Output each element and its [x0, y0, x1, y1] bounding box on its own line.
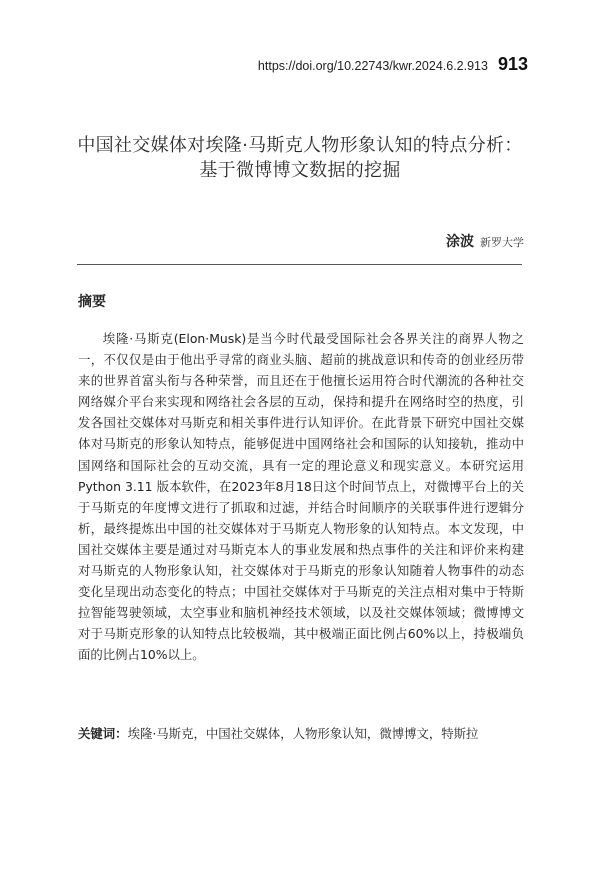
paper-title	[60, 133, 540, 183]
author-affiliation: 新罗大学	[480, 236, 524, 249]
abstract-body: 埃隆·马斯克(Elon·Musk)是当今时代最受国际社会各界关注的商界人物之一，不仅仅是由于他出乎寻常的商业头脑、超前的挑战意识和传奇的创业经历带来的世界首富头衔与各种荣誉，而且还在于他擅长运用符合时代潮流的各种社交网络媒介平台来实现和网络社会各层的互动，保持和提升在网络时空的热度，引发各国社交媒体对马斯克和相关事件进行认知评价。在此背景下研究中国社交媒体对马斯克的形象认知特点，能够促进中国网络社会和国际的认知接轨，推动中国网络和国际社会的互动交流，具有一定的理论意义和现实意义。本研究运用Python 3.11 版本软件，在2023年8月18日这个时间节点上，对微博平台上的关于马斯克的年度博文进行了抓取和过滤，并结合时间顺序的关联事件进行逻辑分析，最终提炼出中国的社交媒体对于马斯克人物形象的认知特点。本文发现，中国社交媒体主要是通过对马斯克本人的事业发展和热点事件的关注和评价来构建对马斯克的人物形象认知，社交媒体对于马斯克的形象认知随着人物事件的动态变化呈现出动态变化的特点；中国社交媒体对于马斯克的关注点相对集中于特斯拉智能驾驶领域，太空事业和脑机神经技术领域，以及社交媒体领域；微博博文对于马斯克形象的认知特点比较极端，其中极端正面比例占60%以上，持极端负面的比例占10%以上。	[78, 331, 524, 663]
author-name: 涂波	[446, 234, 474, 250]
keywords	[78, 724, 524, 742]
title-line-1: 中国社交媒体对埃隆·马斯克人物形象认知的特点分析：	[77, 135, 523, 156]
title-line-2: 基于微博博文数据的挖掘	[199, 160, 401, 181]
keywords-text: 埃隆·马斯克，中国社交媒体，人物形象认知，微博博文，特斯拉	[127, 726, 479, 741]
page-number: 913	[497, 54, 528, 74]
doi-link[interactable]: https://doi.org/10.22743/kwr.2024.6.2.913	[257, 59, 488, 73]
abstract-heading: 摘要	[78, 294, 106, 310]
page-header	[258, 54, 528, 75]
keywords-label: 关键词：	[78, 726, 128, 741]
author-block	[446, 231, 524, 251]
divider	[77, 264, 522, 265]
